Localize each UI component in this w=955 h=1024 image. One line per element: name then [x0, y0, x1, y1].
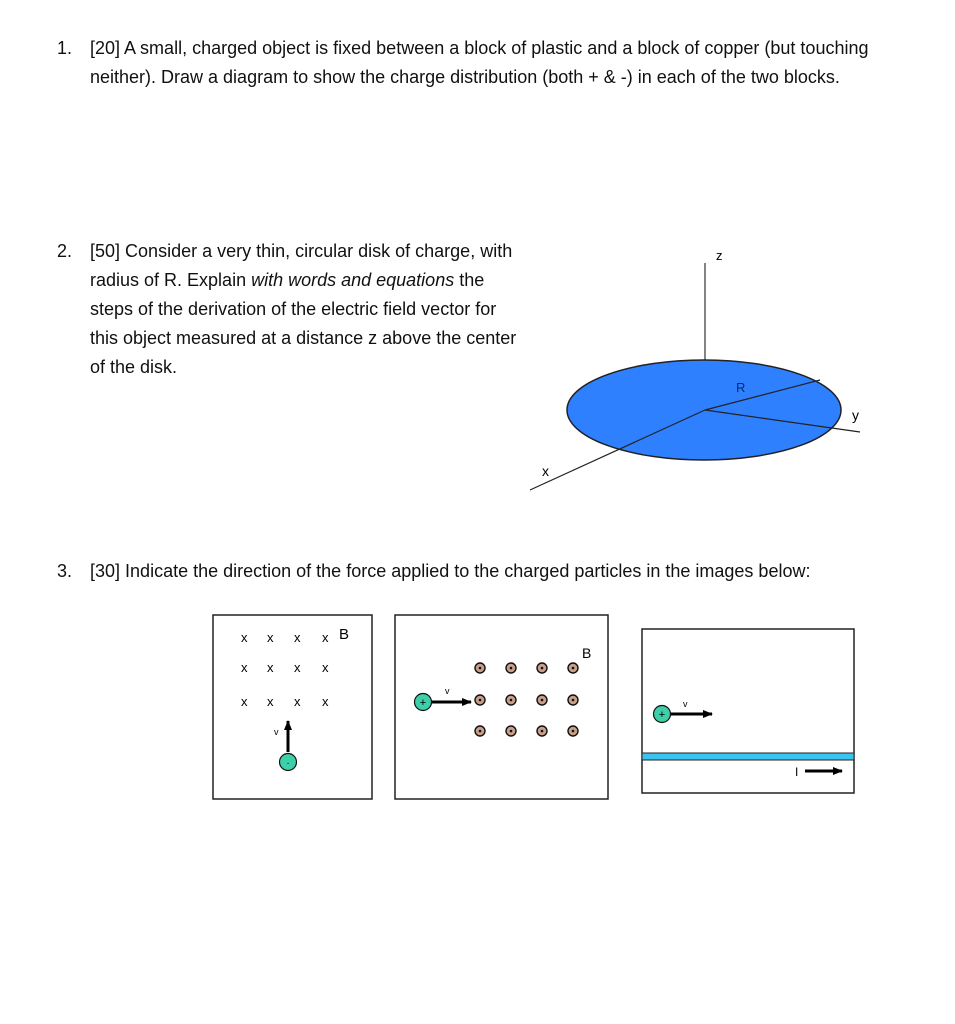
field-x-mark: x — [267, 694, 274, 709]
question-points: [50] — [90, 241, 121, 261]
field-dot-center — [572, 667, 575, 670]
question-body: A small, charged object is fixed between a block of plastic and a block of copper (but touching neither). Draw a diagram to show the charge distribution (both + & -) in each of the two blocks. — [90, 38, 869, 87]
charge-sign: + — [658, 709, 666, 721]
field-x-mark: x — [241, 660, 248, 675]
field-dot-center — [541, 667, 544, 670]
question-points: [20] — [90, 38, 121, 58]
field-dot-center — [510, 730, 513, 733]
velocity-label: v — [274, 727, 279, 737]
field-out-of-page-grid — [475, 663, 578, 736]
current-label: I — [795, 765, 799, 779]
charge-sign: + — [419, 697, 427, 709]
question-points: [30] — [90, 561, 121, 581]
field-x-mark: x — [267, 660, 274, 675]
current-wire — [642, 753, 854, 760]
radius-label: R — [736, 380, 746, 395]
field-dot-center — [572, 699, 575, 702]
charge-sign: · — [286, 758, 290, 769]
z-axis-label: z — [716, 248, 723, 263]
field-b-label: B — [339, 626, 350, 643]
field-dot-center — [479, 667, 482, 670]
field-x-mark: x — [241, 630, 248, 645]
question-body-emphasis: with words and equations — [251, 270, 455, 290]
panel-b-into-page — [213, 615, 372, 799]
velocity-label: v — [445, 686, 450, 696]
question-number: 1. — [57, 38, 73, 58]
field-x-mark: x — [241, 694, 248, 709]
field-dot-center — [510, 699, 513, 702]
panel-frame — [642, 629, 854, 793]
question-body-a: Consider a very thin, circular disk of charge, with radius of R. Explain — [90, 241, 513, 290]
field-into-page-grid — [241, 630, 329, 709]
field-x-mark: x — [294, 660, 301, 675]
question-number: 3. — [57, 561, 73, 581]
field-dot-center — [479, 730, 482, 733]
field-dot-center — [479, 699, 482, 702]
field-x-mark: x — [322, 630, 329, 645]
field-b-label: B — [582, 645, 592, 661]
field-x-mark: x — [322, 660, 329, 675]
velocity-label: v — [683, 699, 688, 709]
field-dot-center — [541, 699, 544, 702]
question-body-b: the steps of the derivation of the electric field vector for this object measured at a distance z above the center of the disk. — [90, 270, 517, 377]
field-x-mark: x — [294, 694, 301, 709]
question-body: Indicate the direction of the force applied to the charged particles in the images below: — [125, 561, 811, 581]
panel-current-wire — [642, 629, 854, 793]
panel-b-out-of-page — [395, 615, 608, 799]
field-dot-center — [510, 667, 513, 670]
field-x-mark: x — [322, 694, 329, 709]
y-axis-label: y — [852, 407, 859, 423]
x-axis-label: x — [542, 463, 549, 479]
field-x-mark: x — [294, 630, 301, 645]
field-x-mark: x — [267, 630, 274, 645]
disk-figure — [530, 248, 860, 490]
field-dot-center — [572, 730, 575, 733]
question-number: 2. — [57, 241, 73, 261]
field-dot-center — [541, 730, 544, 733]
